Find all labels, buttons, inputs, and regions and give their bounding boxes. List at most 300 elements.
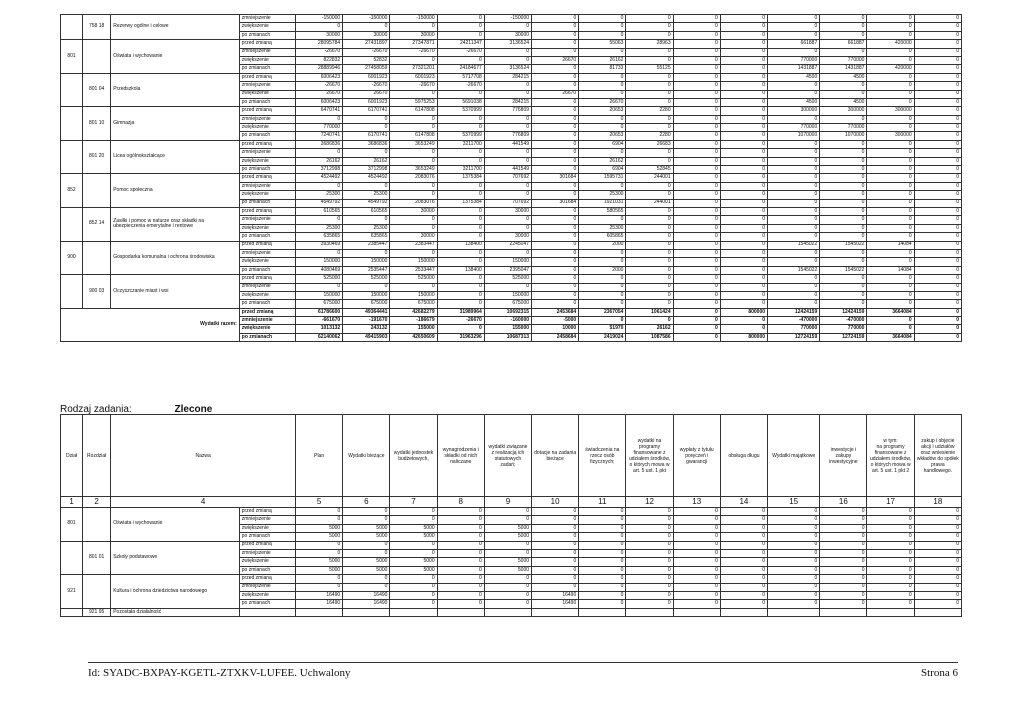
value-cell: 3930469	[296, 241, 343, 249]
row-label: zmniejszenie	[239, 249, 295, 257]
table-row	[61, 40, 962, 48]
row-label: przed zmianą	[239, 541, 295, 549]
value-cell: 605865	[579, 233, 626, 241]
value-cell: 0	[437, 533, 484, 541]
value-cell: 284215	[484, 98, 531, 106]
value-cell: 0	[768, 140, 820, 148]
value-cell: 0	[914, 15, 961, 23]
value-cell: 10692315	[484, 308, 531, 316]
value-cell: 0	[673, 583, 720, 591]
value-cell: -26670	[296, 48, 343, 56]
value-cell: 0	[484, 124, 531, 132]
value-cell: 0	[867, 516, 914, 524]
value-cell: 0	[484, 216, 531, 224]
value-cell: 0	[914, 157, 961, 165]
value-cell: 61786600	[296, 308, 343, 316]
value-cell: 0	[720, 115, 767, 123]
value-cell: 0	[820, 283, 867, 291]
value-cell: 800000	[720, 308, 767, 316]
value-cell: 138400	[437, 241, 484, 249]
value-cell: 155000	[484, 325, 531, 333]
value-cell: 0	[626, 241, 673, 249]
value-cell: -150000	[390, 15, 437, 23]
dzial-code	[61, 608, 83, 616]
value-cell: 27321201	[390, 65, 437, 73]
value-cell: 0	[532, 140, 579, 148]
value-cell: 0	[626, 516, 673, 524]
value-cell: 0	[867, 157, 914, 165]
table-row	[61, 541, 962, 549]
value-cell: 26670	[296, 90, 343, 98]
value-cell: 0	[626, 283, 673, 291]
value-cell: 150000	[484, 258, 531, 266]
value-cell: 525000	[484, 275, 531, 283]
value-cell: 26162	[579, 157, 626, 165]
value-cell: 0	[390, 516, 437, 524]
value-cell: 0	[867, 182, 914, 190]
section-name: Oświata i wychowanie	[111, 40, 240, 74]
value-cell: 0	[626, 533, 673, 541]
value-cell: 0	[579, 90, 626, 98]
value-cell	[867, 608, 914, 616]
value-cell: 0	[626, 207, 673, 215]
value-cell: 6470741	[296, 107, 343, 115]
value-cell: 661887	[820, 40, 867, 48]
value-cell: 0	[914, 266, 961, 274]
value-cell: 3211700	[437, 140, 484, 148]
table-row	[61, 275, 962, 283]
value-cell: 0	[720, 233, 767, 241]
value-cell: 0	[820, 90, 867, 98]
value-cell: 1061424	[626, 308, 673, 316]
table-row	[61, 15, 962, 23]
task-type-label: Rodzaj zadania:	[60, 404, 132, 415]
value-cell: 0	[867, 124, 914, 132]
value-cell: 0	[768, 199, 820, 207]
value-cell: 138400	[437, 266, 484, 274]
value-cell: 0	[914, 23, 961, 31]
value-cell: 2280	[626, 107, 673, 115]
value-cell: 0	[532, 249, 579, 257]
value-cell: 0	[343, 575, 390, 583]
value-cell: 0	[579, 591, 626, 599]
value-cell: 3686836	[296, 140, 343, 148]
value-cell: 0	[720, 90, 767, 98]
value-cell: 0	[768, 541, 820, 549]
value-cell: 635865	[296, 233, 343, 241]
value-cell: 0	[820, 575, 867, 583]
value-cell: 0	[914, 558, 961, 566]
value-cell: 525000	[390, 275, 437, 283]
row-label: zwiększenie	[239, 157, 295, 165]
value-cell: 0	[673, 48, 720, 56]
value-cell: 4500	[768, 73, 820, 81]
value-cell: 675000	[390, 300, 437, 308]
value-cell: 0	[673, 524, 720, 532]
value-cell: 12724159	[820, 333, 867, 341]
dzial-code: 900	[61, 241, 83, 275]
value-cell: -150000	[343, 15, 390, 23]
value-cell: 0	[437, 191, 484, 199]
value-cell: 0	[532, 283, 579, 291]
value-cell: 0	[484, 591, 531, 599]
row-label: przed zmianą	[239, 207, 295, 215]
value-cell: 0	[626, 216, 673, 224]
value-cell: 822832	[296, 56, 343, 64]
value-cell: -26670	[343, 82, 390, 90]
value-cell: 0	[867, 541, 914, 549]
row-label: po zmianach	[239, 65, 295, 73]
value-cell: 0	[867, 249, 914, 257]
value-cell: 0	[437, 233, 484, 241]
value-cell: 0	[390, 191, 437, 199]
value-cell: 16490	[343, 600, 390, 608]
value-cell: 155000	[390, 325, 437, 333]
value-cell: 0	[484, 516, 531, 524]
value-cell: 150000	[343, 291, 390, 299]
value-cell: 0	[768, 283, 820, 291]
value-cell: 0	[390, 541, 437, 549]
value-cell: 0	[673, 533, 720, 541]
value-cell: 1545022	[820, 241, 867, 249]
value-cell: 6147808	[390, 132, 437, 140]
value-cell: -186679	[390, 317, 437, 325]
value-cell: 0	[673, 40, 720, 48]
value-cell: 0	[867, 575, 914, 583]
value-cell: 0	[768, 82, 820, 90]
value-cell: 0	[390, 56, 437, 64]
table-row	[61, 241, 962, 249]
value-cell: 25300	[579, 191, 626, 199]
value-cell: 0	[914, 300, 961, 308]
value-cell: 42682279	[390, 308, 437, 316]
value-cell: 0	[673, 308, 720, 316]
value-cell: 6006423	[296, 73, 343, 81]
value-cell: 28889946	[296, 65, 343, 73]
value-cell: 4500	[820, 98, 867, 106]
rozdzial-code	[83, 40, 111, 74]
value-cell: 0	[867, 291, 914, 299]
value-cell: 0	[914, 115, 961, 123]
value-cell: 0	[579, 524, 626, 532]
value-cell: -470000	[820, 317, 867, 325]
value-cell: 661887	[768, 40, 820, 48]
value-cell: 0	[437, 157, 484, 165]
value-cell: 0	[579, 583, 626, 591]
value-cell: 0	[867, 224, 914, 232]
row-label: przed zmianą	[239, 140, 295, 148]
value-cell: 0	[673, 107, 720, 115]
value-cell: 525000	[296, 275, 343, 283]
value-cell: 5000	[343, 533, 390, 541]
value-cell: 0	[532, 115, 579, 123]
value-cell: 5000	[390, 524, 437, 532]
hdr-wynagrodzenia: wynagrodzenia i składki od nich naliczane	[437, 415, 484, 497]
row-label: przed zmianą	[239, 508, 295, 516]
top-table-wrap	[60, 14, 962, 342]
hdr-na-programy-text: na programy finansowane z udziałem środków, o których mowa w art. 5 ust. 1 pkt 2	[870, 443, 912, 474]
value-cell: 0	[437, 216, 484, 224]
value-cell: 0	[720, 258, 767, 266]
value-cell: 0	[720, 31, 767, 39]
value-cell: 0	[820, 541, 867, 549]
value-cell: -150000	[296, 15, 343, 23]
value-cell: 0	[914, 48, 961, 56]
section-name: Kultura i ochrona dziedzictwa narodowego	[111, 575, 240, 609]
value-cell: 0	[484, 48, 531, 56]
value-cell: 0	[673, 132, 720, 140]
value-cell: 0	[532, 182, 579, 190]
value-cell: 5000	[390, 533, 437, 541]
value-cell: 0	[673, 549, 720, 557]
value-cell: 0	[579, 48, 626, 56]
value-cell	[390, 608, 437, 616]
column-number: 9	[484, 497, 531, 508]
value-cell: 0	[768, 300, 820, 308]
value-cell: 0	[673, 98, 720, 106]
value-cell: 0	[768, 48, 820, 56]
value-cell: 1087586	[626, 333, 673, 341]
value-cell: 0	[532, 23, 579, 31]
row-label: zmniejszenie	[239, 182, 295, 190]
value-cell: 30000	[484, 207, 531, 215]
value-cell: 0	[673, 291, 720, 299]
value-cell: 0	[820, 166, 867, 174]
value-cell: 0	[626, 266, 673, 274]
value-cell: 0	[914, 249, 961, 257]
dzial-code: 801	[61, 508, 83, 542]
value-cell: 0	[673, 115, 720, 123]
value-cell: 0	[296, 549, 343, 557]
value-cell: 0	[720, 124, 767, 132]
value-cell: 770000	[768, 124, 820, 132]
value-cell: 0	[720, 317, 767, 325]
row-label: zwiększenie	[239, 291, 295, 299]
value-cell: 0	[867, 140, 914, 148]
value-cell: 0	[484, 224, 531, 232]
value-cell: 26670	[579, 98, 626, 106]
value-cell: 0	[437, 508, 484, 516]
value-cell: 5000	[484, 524, 531, 532]
value-cell: 0	[484, 600, 531, 608]
value-cell: 2280	[626, 132, 673, 140]
value-cell: 0	[484, 249, 531, 257]
section-name: Gimnazja	[111, 107, 240, 141]
value-cell	[820, 608, 867, 616]
value-cell: 0	[820, 115, 867, 123]
value-cell: 0	[579, 300, 626, 308]
row-label: zmniejszenie	[239, 82, 295, 90]
value-cell: 3653249	[390, 166, 437, 174]
value-cell: 16490	[532, 591, 579, 599]
value-cell: 300000	[867, 132, 914, 140]
value-cell: 26162	[579, 56, 626, 64]
value-cell: 770000	[820, 124, 867, 132]
value-cell: 0	[914, 566, 961, 574]
value-cell: 0	[579, 541, 626, 549]
value-cell: 5691038	[437, 98, 484, 106]
dzial-code	[61, 107, 83, 141]
value-cell: 0	[484, 508, 531, 516]
value-cell: 0	[820, 199, 867, 207]
section-name: Oświata i wychowanie	[111, 508, 240, 542]
value-cell: 0	[579, 600, 626, 608]
value-cell: 0	[768, 524, 820, 532]
value-cell: 0	[768, 516, 820, 524]
value-cell: 0	[296, 541, 343, 549]
row-label: zwiększenie	[239, 558, 295, 566]
value-cell: 0	[673, 566, 720, 574]
value-cell: 0	[914, 191, 961, 199]
value-cell: 0	[673, 241, 720, 249]
value-cell: 4524492	[296, 174, 343, 182]
value-cell: 0	[532, 224, 579, 232]
value-cell: 0	[768, 207, 820, 215]
value-cell: 12724159	[768, 333, 820, 341]
section-name: Szkoły podstawowe	[111, 541, 240, 575]
value-cell: 0	[437, 591, 484, 599]
value-cell: 0	[820, 191, 867, 199]
value-cell: 0	[720, 149, 767, 157]
value-cell: 14084	[867, 241, 914, 249]
value-cell: 0	[390, 283, 437, 291]
value-cell: 0	[484, 575, 531, 583]
value-cell: 2533447	[390, 266, 437, 274]
value-cell: 1921031	[579, 199, 626, 207]
value-cell: 27431897	[343, 40, 390, 48]
value-cell: 4549792	[296, 199, 343, 207]
value-cell: 0	[820, 533, 867, 541]
value-cell: 0	[296, 508, 343, 516]
value-cell: 0	[296, 283, 343, 291]
value-cell: 0	[673, 23, 720, 31]
value-cell: 0	[720, 325, 767, 333]
row-label: po zmianach	[239, 132, 295, 140]
value-cell: 0	[820, 174, 867, 182]
value-cell: 0	[532, 166, 579, 174]
value-cell: 0	[673, 149, 720, 157]
value-cell: 0	[532, 275, 579, 283]
column-number: 7	[390, 497, 437, 508]
value-cell: 5370999	[437, 107, 484, 115]
value-cell: 0	[579, 508, 626, 516]
value-cell: 0	[626, 56, 673, 64]
value-cell: 0	[673, 600, 720, 608]
value-cell: 5000	[296, 533, 343, 541]
value-cell: 770000	[768, 56, 820, 64]
value-cell: 0	[437, 558, 484, 566]
value-cell: 0	[437, 258, 484, 266]
row-label: przed zmianą	[239, 275, 295, 283]
value-cell: 0	[673, 199, 720, 207]
value-cell: 0	[720, 56, 767, 64]
value-cell: 0	[768, 575, 820, 583]
value-cell: 0	[673, 224, 720, 232]
row-label: po zmianach	[239, 233, 295, 241]
value-cell: 1375384	[437, 199, 484, 207]
dzial-code	[61, 275, 83, 309]
value-cell: 0	[720, 566, 767, 574]
value-cell: 0	[579, 149, 626, 157]
footer	[88, 662, 958, 679]
value-cell: 0	[820, 82, 867, 90]
value-cell: 0	[673, 174, 720, 182]
value-cell: 0	[867, 149, 914, 157]
value-cell: 0	[296, 516, 343, 524]
value-cell: 0	[867, 48, 914, 56]
rozdzial-code	[83, 508, 111, 542]
value-cell: 0	[626, 575, 673, 583]
value-cell: 0	[914, 291, 961, 299]
value-cell: 0	[626, 224, 673, 232]
value-cell: 0	[914, 308, 961, 316]
value-cell: 0	[532, 583, 579, 591]
value-cell: 0	[914, 90, 961, 98]
value-cell: 4524492	[343, 174, 390, 182]
value-cell: 5000	[296, 524, 343, 532]
rozdzial-code: 852 14	[83, 207, 111, 241]
value-cell: 0	[437, 15, 484, 23]
value-cell: 0	[484, 541, 531, 549]
hdr-zakup: zakup i objęcie akcji i udziałów oraz wniesienie wkładów do spółek prawa handlowego.	[914, 415, 961, 497]
row-label: zwiększenie	[239, 258, 295, 266]
value-cell: 0	[867, 558, 914, 566]
column-numbers	[61, 497, 962, 508]
row-label: zwiększenie	[239, 224, 295, 232]
value-cell: 0	[579, 291, 626, 299]
hdr-inwestycje: inwestycje i zakupy inwestycyjne	[820, 415, 867, 497]
value-cell: 0	[343, 149, 390, 157]
value-cell: 0	[820, 566, 867, 574]
value-cell: 441549	[484, 166, 531, 174]
hdr-w-tym: w tym:	[883, 437, 898, 444]
value-cell: 0	[532, 558, 579, 566]
row-label: przed zmianą	[239, 40, 295, 48]
value-cell: 0	[626, 15, 673, 23]
value-cell: 3653249	[390, 140, 437, 148]
value-cell: 150000	[390, 258, 437, 266]
value-cell: 0	[626, 73, 673, 81]
value-cell: 0	[914, 124, 961, 132]
value-cell: 26162	[343, 157, 390, 165]
value-cell: 5000	[390, 558, 437, 566]
value-cell: 0	[867, 199, 914, 207]
value-cell: 0	[914, 541, 961, 549]
value-cell: 0	[626, 591, 673, 599]
hdr-nazwa: Nazwa	[111, 415, 296, 497]
value-cell: 0	[532, 575, 579, 583]
row-label: zwiększenie	[239, 23, 295, 31]
value-cell	[914, 608, 961, 616]
value-cell: 0	[720, 107, 767, 115]
value-cell: 0	[579, 73, 626, 81]
dzial-code	[61, 541, 83, 575]
value-cell: 0	[914, 524, 961, 532]
value-cell: 0	[720, 132, 767, 140]
value-cell: 0	[673, 283, 720, 291]
value-cell: 6006423	[296, 98, 343, 106]
value-cell: 0	[343, 124, 390, 132]
value-cell: 0	[673, 191, 720, 199]
section-name: Zasiłki i pomoc w naturze oraz składki na ubezpieczenia emerytalne i rentowe	[111, 207, 240, 241]
value-cell: 0	[579, 283, 626, 291]
value-cell: 0	[532, 233, 579, 241]
hdr-obsluga: obsługa długu	[720, 415, 767, 497]
value-cell: 0	[626, 508, 673, 516]
value-cell: 0	[867, 56, 914, 64]
value-cell: 0	[914, 583, 961, 591]
value-cell: 20653	[579, 107, 626, 115]
